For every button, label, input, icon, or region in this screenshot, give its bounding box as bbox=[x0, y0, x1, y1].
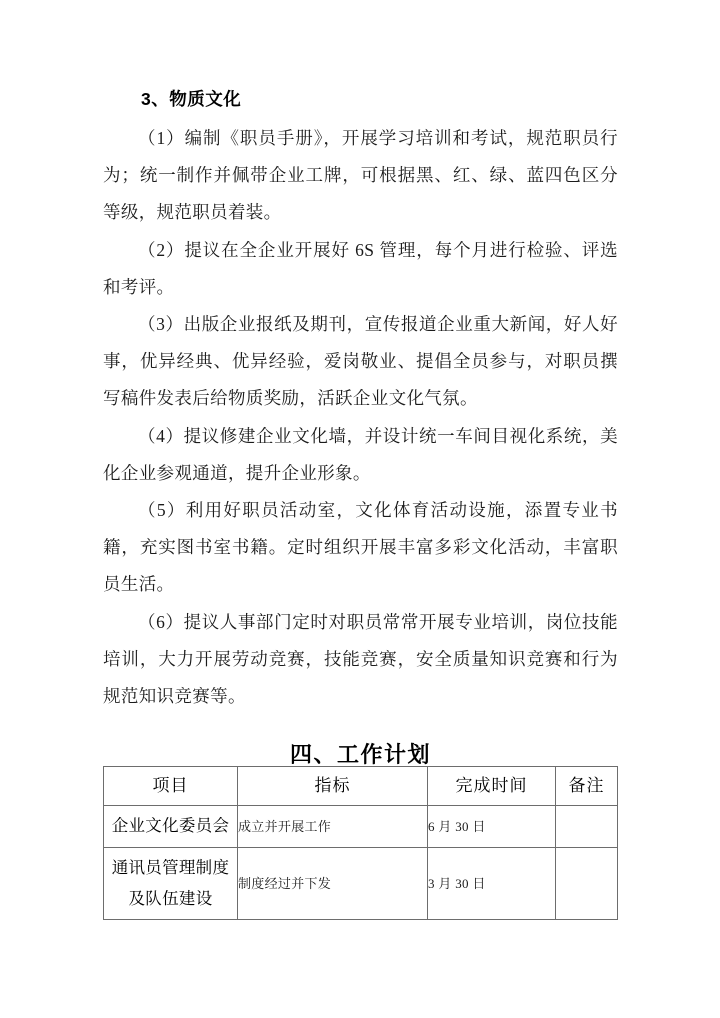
table-cell-target: 制度经过并下发 bbox=[238, 848, 428, 920]
table-cell-item-line1: 企业文化委员会 bbox=[111, 817, 230, 835]
table-cell-item-line2: 及队伍建设 bbox=[128, 889, 213, 908]
table-cell-item bbox=[104, 848, 238, 920]
table-header-target: 指标 bbox=[238, 767, 428, 806]
table-row bbox=[104, 848, 618, 920]
paragraph-1: （1）编制《职员手册》，开展学习培训和考试，规范职员行为；统一制作并佩带企业工牌，可根据黑、红、绿、蓝四色区分等级，规范职员着装。 bbox=[103, 128, 618, 223]
table-header-row bbox=[104, 767, 618, 806]
table-cell-remark bbox=[556, 806, 618, 848]
section-heading-work-plan: 四、工作计划 bbox=[289, 742, 431, 768]
work-plan-table bbox=[103, 766, 618, 920]
table-row bbox=[104, 806, 618, 848]
paragraph-2: （2）提议在全企业开展好 6S 管理，每个月进行检验、评选和考评。 bbox=[103, 239, 618, 297]
table-header-due-date: 完成时间 bbox=[428, 767, 556, 806]
table-cell-item-line1: 通讯员管理制度 bbox=[111, 858, 230, 877]
sub-heading-material-culture: 3、物质文化 bbox=[141, 89, 242, 109]
paragraph-6: （6）提议人事部门定时对职员常常开展专业培训，岗位技能培训，大力开展劳动竞赛，技能竞赛，安全质量知识竞赛和行为规范知识竞赛等。 bbox=[103, 611, 618, 707]
table-cell-due-date: 6 月 30 日 bbox=[428, 806, 556, 848]
table-cell-item bbox=[104, 806, 238, 848]
paragraph-5: （5）利用好职员活动室，文化体育活动设施，添置专业书籍，充实图书室书籍。定时组织开展丰富多彩文化活动，丰富职员生活。 bbox=[103, 500, 618, 595]
table-header-item: 项目 bbox=[104, 767, 238, 806]
table-cell-remark bbox=[556, 848, 618, 920]
paragraph-3: （3）出版企业报纸及期刊，宣传报道企业重大新闻，好人好事，优异经典、优异经验，爱岗敬业、提倡全员参与，对职员撰写稿件发表后给物质奖励，活跃企业文化气氛。 bbox=[103, 314, 618, 409]
paragraph-4: （4）提议修建企业文化墙，并设计统一车间目视化系统，美化企业参观通道，提升企业形象。 bbox=[103, 425, 618, 483]
table-cell-target: 成立并开展工作 bbox=[238, 806, 428, 848]
work-plan-table-container bbox=[103, 766, 617, 920]
table-cell-due-date: 3 月 30 日 bbox=[428, 848, 556, 920]
document-body bbox=[103, 84, 618, 715]
table-header-remark: 备注 bbox=[556, 767, 618, 806]
